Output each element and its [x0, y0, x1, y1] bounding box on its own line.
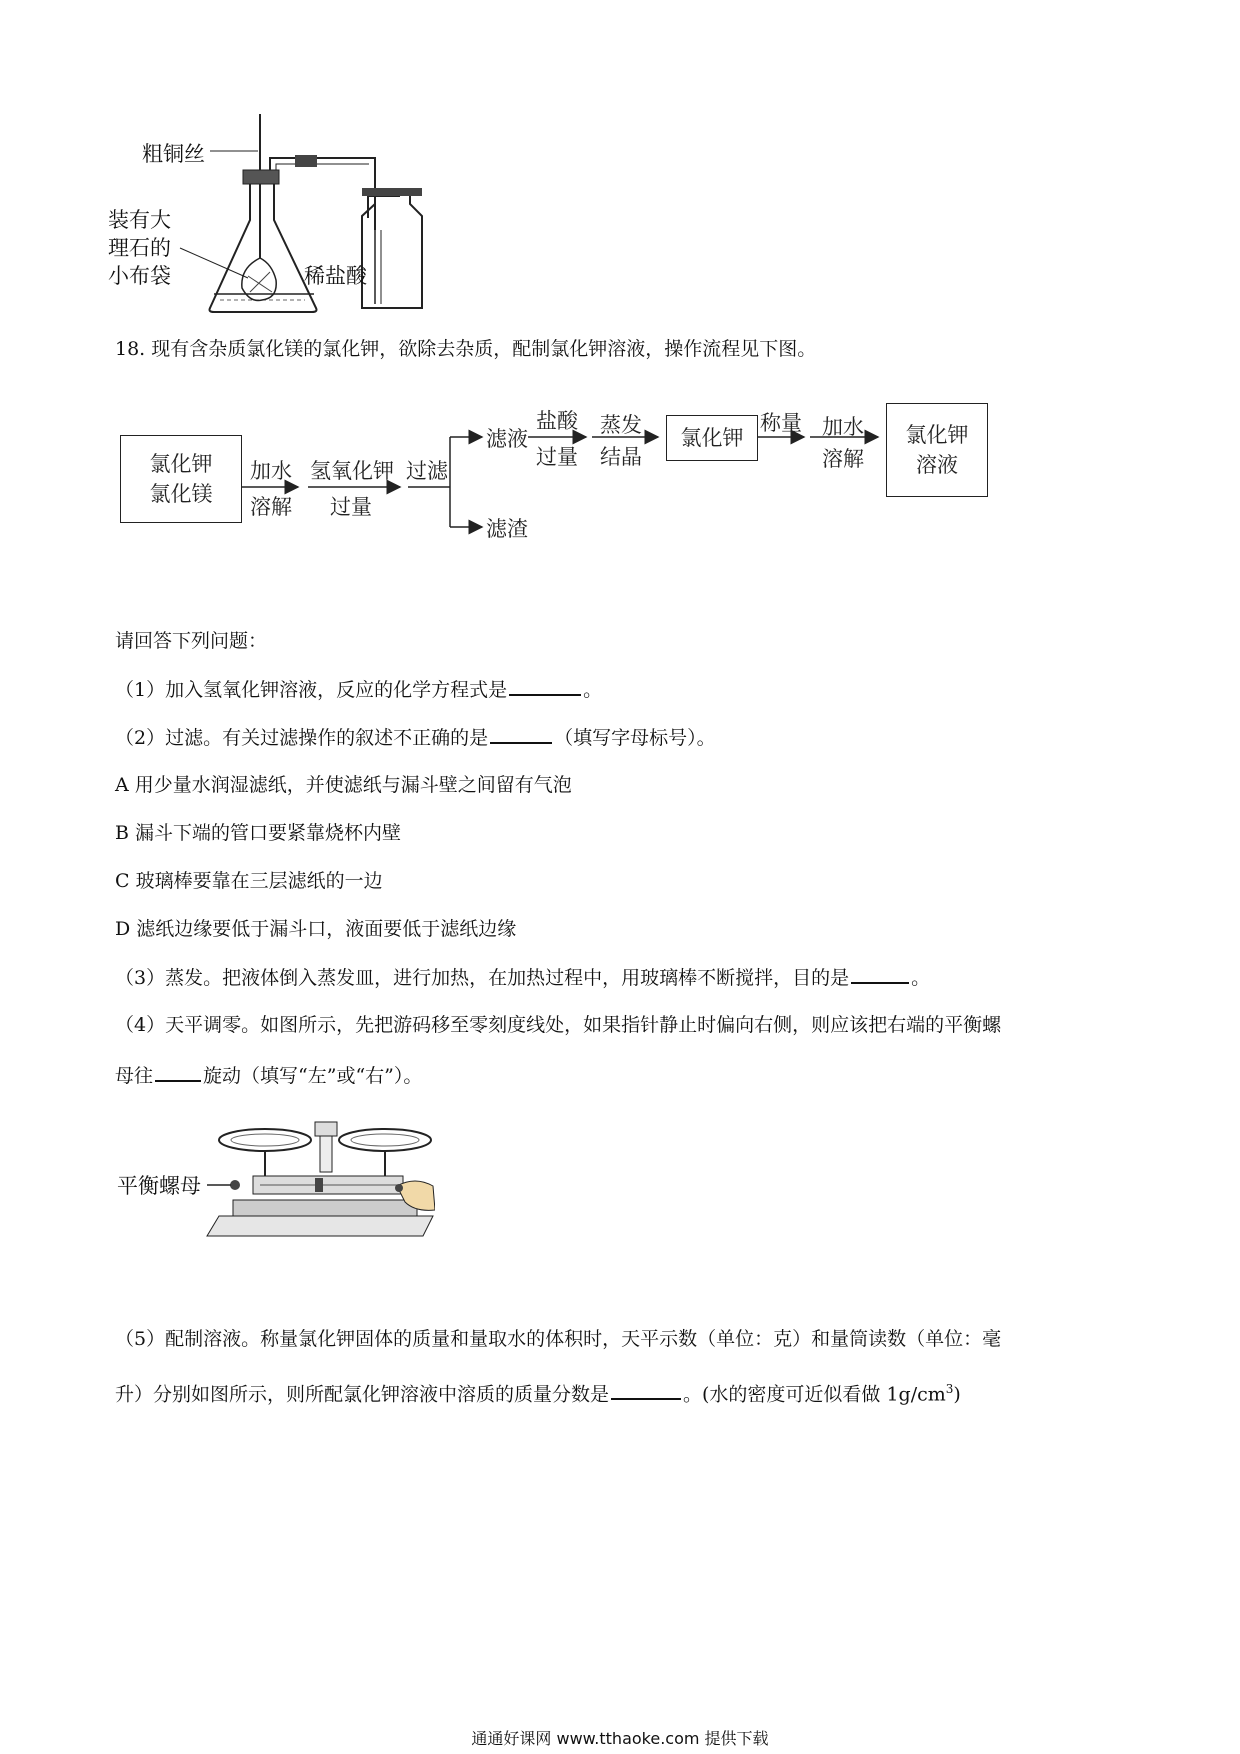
q3-answer-blank[interactable] — [851, 964, 909, 984]
label-copper-wire: 粗铜丝 — [142, 142, 205, 166]
step1-top: 加水 — [250, 459, 292, 483]
q2-answer-blank[interactable] — [490, 724, 552, 744]
page-footer: 通通好课网 www.tthaoke.com 提供下载 — [471, 1729, 769, 1748]
q2-text: （2）过滤。有关过滤操作的叙述不正确的是 — [115, 727, 489, 749]
end-box — [886, 403, 988, 497]
step4-bottom: 过量 — [536, 445, 578, 469]
balance-figure — [115, 1118, 435, 1243]
question-stem: 18. 现有含杂质氯化镁的氯化钾，欲除去杂质，配制氯化钾溶液，操作流程见下图。 — [115, 338, 817, 360]
end-box-line2: 溶液 — [916, 453, 958, 477]
step6: 称量 — [760, 411, 802, 435]
mid-box-label: 氯化钾 — [680, 426, 744, 450]
option-c: C 玻璃棒要靠在三层滤纸的一边 — [115, 870, 383, 892]
option-d: D 滤纸边缘要低于漏斗口，液面要低于滤纸边缘 — [115, 918, 517, 940]
q5-end: 。(水的密度可近似看做 1g/cm — [683, 1383, 946, 1406]
step1-bottom: 溶解 — [250, 495, 292, 519]
option-b: B 漏斗下端的管口要紧靠烧杯内壁 — [115, 822, 402, 844]
sub-question-2 — [115, 724, 716, 751]
q4-answer-blank[interactable] — [155, 1062, 201, 1082]
q3-text: （3）蒸发。把液体倒入蒸发皿，进行加热，在加热过程中，用玻璃棒不断搅拌，目的是 — [115, 967, 850, 989]
label-bag-line2: 理石的 — [108, 236, 171, 260]
start-box-line1: 氯化钾 — [149, 452, 213, 476]
prompt: 请回答下列问题： — [115, 630, 268, 652]
q3-end: 。 — [911, 967, 931, 989]
sub-question-5-line2 — [115, 1376, 961, 1407]
q5-close: ) — [953, 1383, 961, 1406]
sub-question-4-line2 — [115, 1062, 422, 1089]
label-bag-line1: 装有大 — [108, 208, 171, 232]
mid-box — [666, 415, 758, 461]
q1-answer-blank[interactable] — [509, 676, 581, 696]
q1-end: 。 — [583, 679, 603, 701]
step5-bottom: 结晶 — [600, 445, 642, 469]
q5-start: 升）分别如图所示，则所配氯化钾溶液中溶质的质量分数是 — [115, 1383, 610, 1406]
step2-top: 氢氧化钾 — [310, 459, 394, 483]
q4-end: 旋动（填写“左”或“右”）。 — [203, 1065, 423, 1087]
apparatus-figure — [100, 108, 500, 318]
start-box — [120, 435, 242, 523]
label-balance-nut: 平衡螺母 — [117, 1174, 201, 1198]
label-acid: 稀盐酸 — [304, 264, 367, 288]
option-a: A 用少量水润湿滤纸，并使滤纸与漏斗壁之间留有气泡 — [115, 774, 572, 796]
sub-question-1 — [115, 676, 602, 703]
branch-residue: 滤渣 — [486, 517, 528, 541]
label-bag-line3: 小布袋 — [108, 264, 171, 288]
q4-start: 母往 — [115, 1065, 154, 1087]
sub-question-3 — [115, 964, 930, 991]
q1-text: （1）加入氢氧化钾溶液，反应的化学方程式是 — [115, 679, 508, 701]
step3: 过滤 — [406, 459, 448, 483]
step2-bottom: 过量 — [330, 495, 372, 519]
q5-answer-blank[interactable] — [611, 1380, 681, 1400]
step5-top: 蒸发 — [600, 413, 642, 437]
step4-top: 盐酸 — [536, 409, 578, 433]
start-box-line2: 氯化镁 — [149, 482, 213, 506]
sub-question-5-line1: （5）配制溶液。称量氯化钾固体的质量和量取水的体积时，天平示数（单位：克）和量筒读数（单位：毫 — [115, 1328, 1002, 1350]
sub-question-4-line1: （4）天平调零。如图所示，先把游码移至零刻度线处，如果指针静止时偏向右侧，则应该把右端的平衡螺 — [115, 1014, 1002, 1036]
step7-bottom: 溶解 — [822, 447, 864, 471]
branch-filtrate: 滤液 — [486, 427, 528, 451]
process-flowchart — [110, 395, 1010, 545]
end-box-line1: 氯化钾 — [905, 423, 969, 447]
q5-superscript: 3 — [945, 1382, 954, 1396]
step7-top: 加水 — [822, 415, 864, 439]
q2-end: （填写字母标号）。 — [554, 727, 716, 749]
